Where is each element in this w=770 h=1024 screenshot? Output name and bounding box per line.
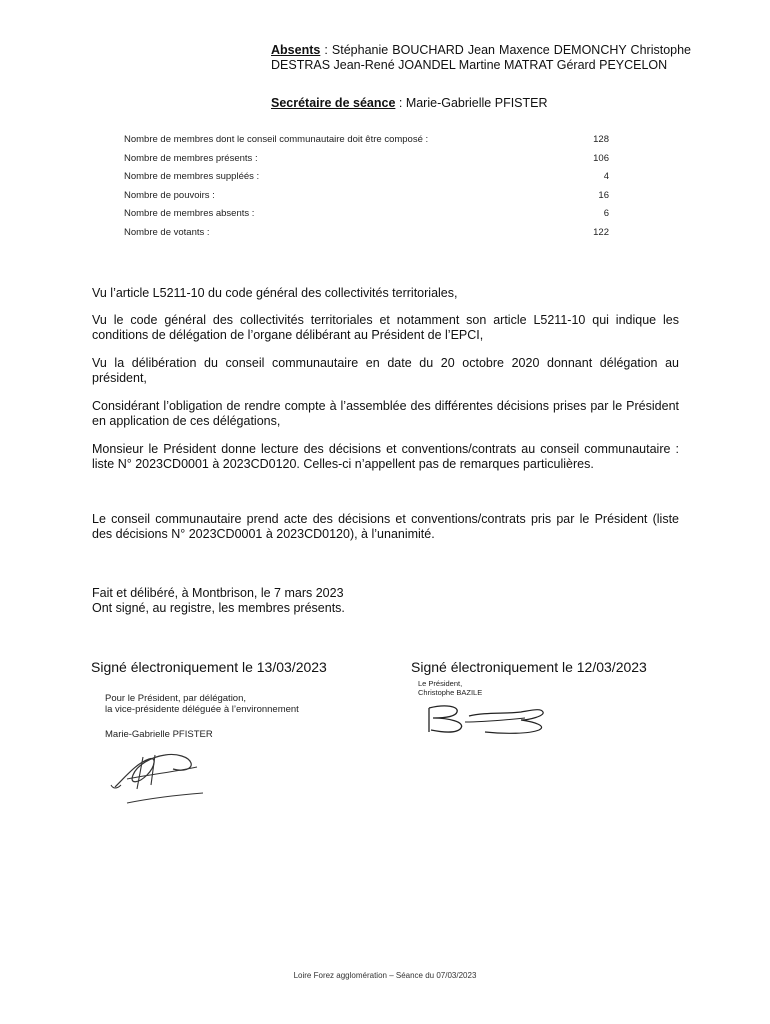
page-footer: Loire Forez agglomération – Séance du 07/03/2023 [293,971,477,980]
paragraph-considerant: Considérant l’obligation de rendre compte à l’assemblée des différentes décisions prises par le Président en application de ces délégations, [92,399,679,428]
count-row [124,134,609,153]
signature-heading-right: Signé électroniquement le 12/03/2023 [411,659,647,675]
paragraph-vu-code: Vu le code général des collectivités territoriales et notamment son article L5211-10 qui indique les conditions de délégation de l’organe délibérant au Président de l’EPCI, [92,313,679,342]
absents-block [271,43,691,72]
secretaire-name: Marie-Gabrielle PFISTER [405,96,548,110]
handwritten-signature-right [425,700,550,740]
signature-block-right [418,679,568,697]
signature-left-name: Marie-Gabrielle PFISTER [105,729,213,740]
count-row [124,171,609,190]
handwritten-signature-left [107,745,217,810]
closing-block [92,586,679,616]
count-row [124,190,609,209]
count-row [124,208,609,227]
closing-line-signed: Ont signé, au registre, les membres présents. [92,601,345,615]
count-label: Nombre de votants : [124,226,210,238]
secretaire-separator: : [395,96,406,110]
count-label: Nombre de pouvoirs : [124,189,215,201]
signature-right-line1: Le Président, [418,679,463,688]
secretaire-label: Secrétaire de séance [271,96,396,110]
paragraph-prend-acte: Le conseil communautaire prend acte des décisions et conventions/contrats pris par le Président (liste des décisions N° 2023CD0001 à 2023CD0120), à l’unanimité. [92,512,679,541]
count-label: Nombre de membres suppléés : [124,171,260,182]
signature-block-left [105,693,335,740]
count-value: 4 [603,171,609,182]
count-row [124,227,609,246]
absents-label: Absents [271,43,321,57]
signature-left-line2: la vice-présidente déléguée à l’environnement [105,704,299,715]
paragraph-vu-deliberation: Vu la délibération du conseil communautaire en date du 20 octobre 2020 donnant délégation au président, [92,356,679,385]
signature-left-line1: Pour le Président, par délégation, [105,693,247,704]
paragraph-vu-article: Vu l’article L5211-10 du code général des collectivités territoriales, [92,286,458,300]
count-value: 122 [593,226,609,238]
count-value: 106 [593,152,609,164]
member-counts-table [124,134,609,245]
count-value: 6 [603,208,609,219]
count-value: 16 [598,189,609,201]
count-label: Nombre de membres présents : [124,152,258,164]
count-value: 128 [593,134,609,145]
count-row [124,153,609,172]
count-label: Nombre de membres absents : [124,208,255,219]
count-label: Nombre de membres dont le conseil communautaire doit être composé : [124,134,429,145]
secretaire-block [271,96,691,111]
absents-separator: : [320,43,332,57]
signature-right-line2: Christophe BAZILE [418,688,483,697]
absents-names: Stéphanie BOUCHARD Jean Maxence DEMONCHY Christophe DESTRAS Jean-René JOANDEL Martine MATRAT Gérard PEYCELON [271,43,691,72]
paragraph-lecture: Monsieur le Président donne lecture des décisions et conventions/contrats au conseil communautaire : liste N° 2023CD0001 à 2023CD0120. Celles-ci n’appellent pas de remarques particulières. [92,442,679,471]
signature-heading-left: Signé électroniquement le 13/03/2023 [91,659,327,675]
closing-line-place-date: Fait et délibéré, à Montbrison, le 7 mars 2023 [92,586,344,600]
